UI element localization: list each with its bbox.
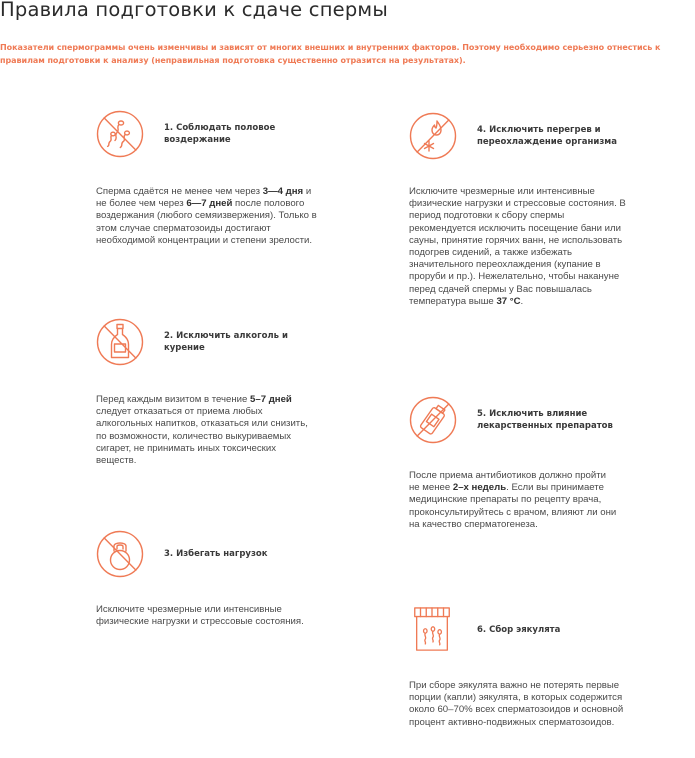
text-run: Перед каждым визитом в течение — [96, 394, 251, 405]
text-run: После приема антибиотиков должно пройти не менее — [409, 470, 606, 494]
rule-title: 6. Сбор эякулята — [477, 625, 561, 635]
rule-text — [96, 604, 316, 628]
rule-header — [96, 110, 321, 158]
rule-text — [96, 186, 318, 247]
page-title: Правила подготовки к сдаче спермы — [0, 0, 388, 21]
rule-header — [409, 607, 649, 653]
rule-title: 4. Исключить перегрев и переохлаждение организма — [477, 125, 617, 147]
emphasis-text: 2–х недель — [452, 482, 507, 494]
text-run: после полового воздержания (любого семяизвержения). Только в этом случае сперматозоиды достигают необходимой концентрации и степени зрелости. — [96, 198, 317, 246]
intro-text: Показатели спермограммы очень изменчивы и зависят от многих внешних и внутренних факторов. Поэтому необходимо серьезно отнестись к правилам подготовки к анализу (неправильная подготовка существенно отразится на результатах). — [0, 43, 661, 65]
text-run: Исключите чрезмерные или интенсивные физические нагрузки и стрессовые состояния. В период подготовки к сбору спермы рекомендуется исключить посещение бани или сауны, принятие горячих ванн, не использовать подогрев сидений, а также избежать значительного переохлаждения (купание в проруби и пр.). Нежелательно, чтобы накануне перед сдачей спермы у Вас повышалась температура выше — [409, 186, 626, 307]
rule-header — [96, 530, 321, 578]
rule-card-4 — [409, 112, 634, 308]
text-run: Исключите чрезмерные или интенсивные физические нагрузки и стрессовые состояния. — [96, 604, 304, 628]
kettlebell-no-icon — [96, 530, 144, 578]
rule-card-2 — [96, 318, 321, 467]
rule-title: 3. Избегать нагрузок — [164, 549, 268, 559]
emphasis-text: 6—7 дней — [186, 198, 233, 210]
rule-card-5 — [409, 396, 634, 531]
text-run: При сборе эякулята важно не потерять первые порции (капли) эякулята, в которых содержится около 60–70% всех сперматозоидов и основной процент активно-подвижных сперматозоидов. — [409, 680, 624, 728]
rule-card-1 — [96, 110, 321, 247]
sample-container-icon — [409, 607, 455, 653]
emphasis-text: 3—4 дня — [262, 186, 304, 197]
emphasis-text: 5–7 дней — [250, 394, 292, 405]
rule-card-6 — [409, 607, 649, 729]
rule-header — [409, 112, 634, 160]
rule-header — [409, 396, 634, 444]
rule-header — [96, 318, 321, 366]
rule-title: 5. Исключить влияние лекарственных препаратов — [477, 409, 613, 431]
bottle-no-icon — [96, 318, 144, 366]
rule-text — [409, 680, 627, 729]
rule-text — [96, 394, 314, 467]
text-run: . Если вы принимаете медицинские препараты по рецепту врача, проконсультируйтесь с врачом, влияют ли они на качество сперматогенеза. — [409, 482, 617, 530]
text-run: . — [520, 295, 524, 307]
rule-text — [409, 470, 619, 531]
rule-title: 2. Исключить алкоголь и курение — [164, 331, 288, 353]
text-run: и не более чем через — [96, 186, 312, 210]
rule-title: 1. Соблюдать половое воздержание — [164, 123, 276, 145]
pills-no-icon — [409, 396, 457, 444]
rule-card-3 — [96, 530, 321, 628]
emphasis-text: 37 °C — [496, 295, 521, 307]
rule-text — [409, 186, 629, 308]
text-run: следует отказаться от приема любых алкогольных напитков, отказаться или снизить, по возможности, количество выкуриваемых сигарет, не принимать иных токсических веществ. — [96, 406, 308, 467]
temperature-no-icon — [409, 112, 457, 160]
text-run: Сперма сдаётся не менее чем через — [96, 186, 263, 197]
sperm-no-icon — [96, 110, 144, 158]
